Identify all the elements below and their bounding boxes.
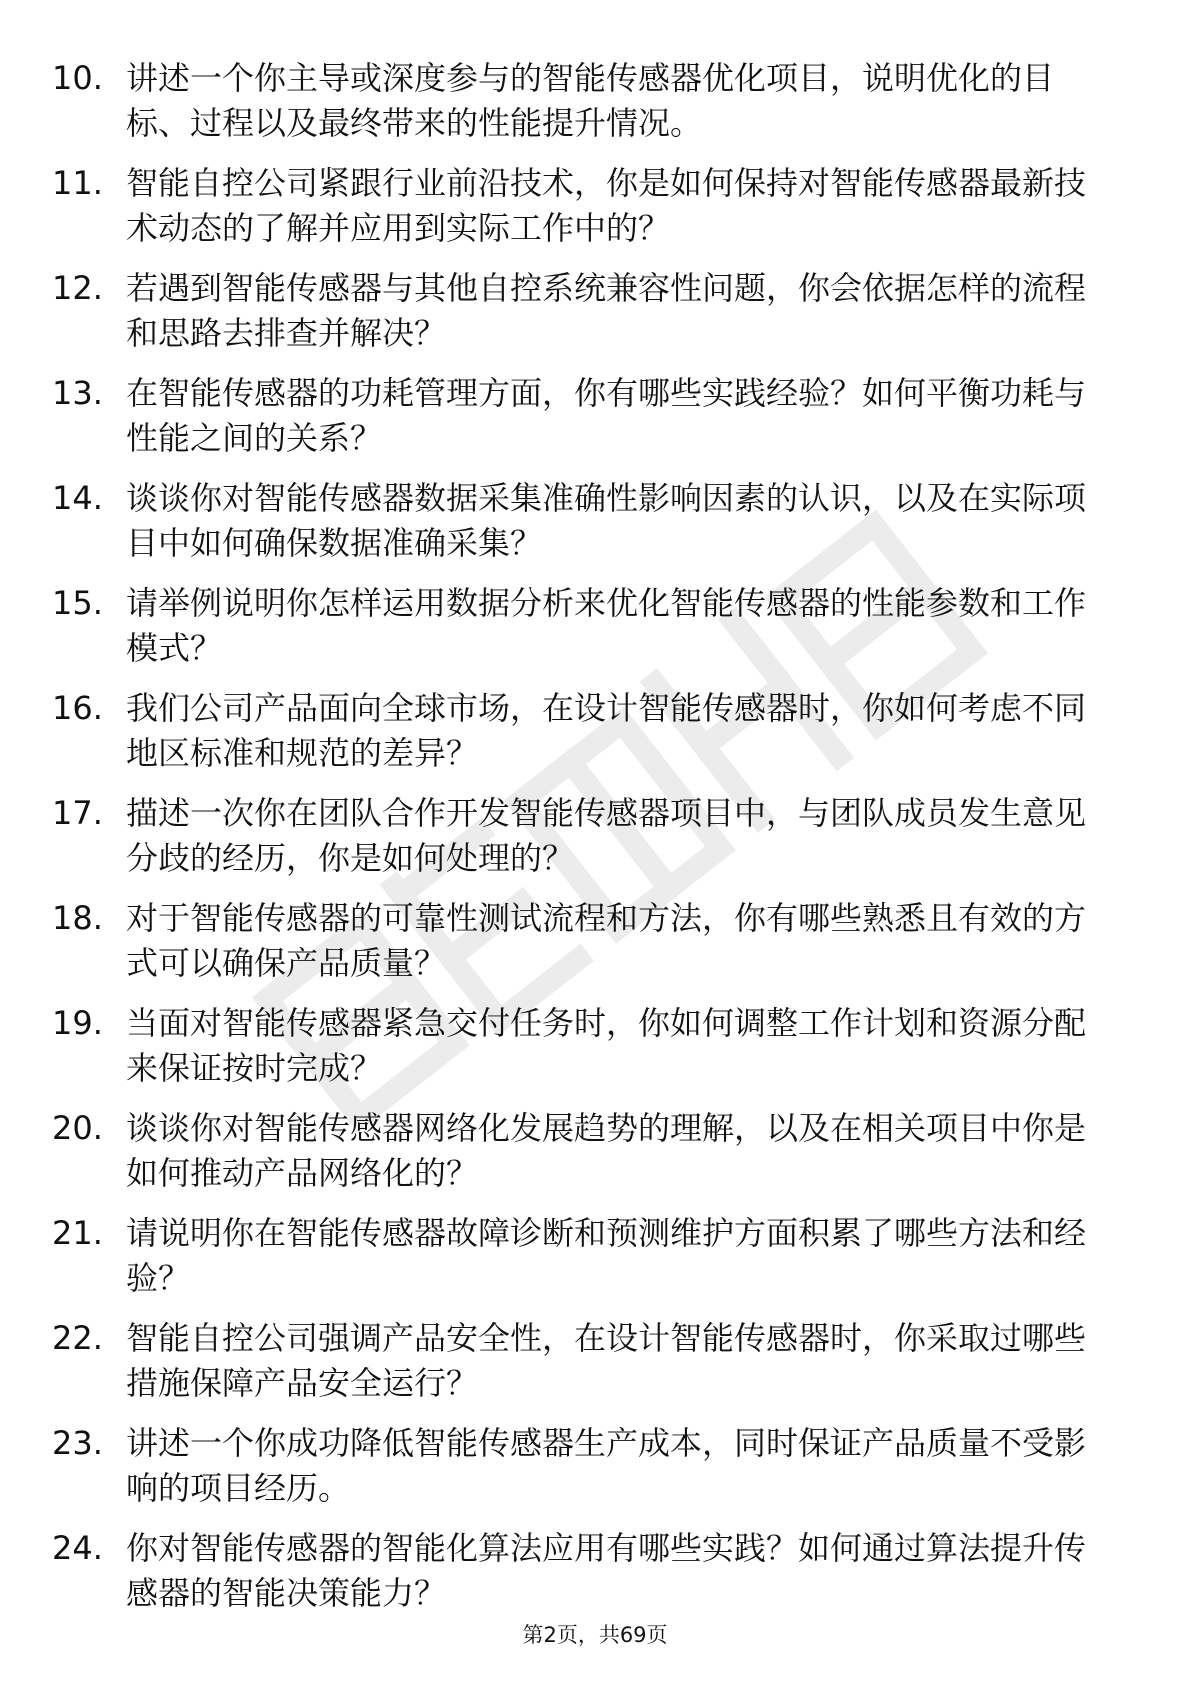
question-number: 24.: [52, 1529, 103, 1567]
question-number: 13.: [52, 374, 103, 412]
question-number: 20.: [52, 1109, 103, 1147]
page-footer: [0, 1620, 1190, 1650]
question-text: 谈谈你对智能传感器数据采集准确性影响因素的认识，以及在实际项目中如何确保数据准确采集？: [126, 479, 1087, 562]
question-number: 15.: [52, 584, 103, 622]
list-item: [0, 470, 1190, 575]
list-item: [0, 575, 1190, 680]
question-text: 描述一次你在团队合作开发智能传感器项目中，与团队成员发生意见分歧的经历，你是如何处理的？: [126, 794, 1087, 877]
question-text: 谈谈你对智能传感器网络化发展趋势的理解，以及在相关项目中你是如何推动产品网络化的？: [126, 1109, 1087, 1192]
question-text: 当面对智能传感器紧急交付任务时，你如何调整工作计划和资源分配来保证按时完成？: [126, 1004, 1087, 1087]
list-item: [0, 1415, 1190, 1520]
question-text: 讲述一个你成功降低智能传感器生产成本，同时保证产品质量不受影响的项目经历。: [126, 1424, 1087, 1507]
question-text: 智能自控公司强调产品安全性，在设计智能传感器时，你采取过哪些措施保障产品安全运行？: [126, 1319, 1087, 1402]
question-number: 22.: [52, 1319, 103, 1357]
list-item: [0, 365, 1190, 470]
question-number: 17.: [52, 794, 103, 832]
question-number: 19.: [52, 1004, 103, 1042]
question-number: 23.: [52, 1424, 103, 1462]
question-number: 11.: [52, 164, 103, 202]
list-item: [0, 260, 1190, 365]
list-item: [0, 680, 1190, 785]
list-item: [0, 890, 1190, 995]
question-text: 若遇到智能传感器与其他自控系统兼容性问题，你会依据怎样的流程和思路去排查并解决？: [126, 269, 1087, 352]
question-number: 14.: [52, 479, 103, 517]
page-number-label: 第2页，共69页: [522, 1623, 668, 1647]
list-item: [0, 1310, 1190, 1415]
question-text: 智能自控公司紧跟行业前沿技术，你是如何保持对智能传感器最新技术动态的了解并应用到实际工作中的？: [126, 164, 1087, 247]
question-text: 请举例说明你怎样运用数据分析来优化智能传感器的性能参数和工作模式？: [126, 584, 1087, 667]
question-number: 10.: [52, 59, 103, 97]
list-item: [0, 995, 1190, 1100]
question-text: 对于智能传感器的可靠性测试流程和方法，你有哪些熟悉且有效的方式可以确保产品质量？: [126, 899, 1087, 982]
list-item: [0, 50, 1190, 155]
question-number: 16.: [52, 689, 103, 727]
question-text: 你对智能传感器的智能化算法应用有哪些实践？如何通过算法提升传感器的智能决策能力？: [126, 1529, 1087, 1612]
question-number: 18.: [52, 899, 103, 937]
question-text: 在智能传感器的功耗管理方面，你有哪些实践经验？如何平衡功耗与性能之间的关系？: [126, 374, 1087, 457]
list-item: [0, 1100, 1190, 1205]
question-number: 12.: [52, 269, 103, 307]
list-item: [0, 1205, 1190, 1310]
question-text: 我们公司产品面向全球市场，在设计智能传感器时，你如何考虑不同地区标准和规范的差异？: [126, 689, 1087, 772]
list-item: [0, 155, 1190, 260]
question-number: 21.: [52, 1214, 103, 1252]
question-list: [0, 50, 1190, 1625]
question-text: 请说明你在智能传感器故障诊断和预测维护方面积累了哪些方法和经验？: [126, 1214, 1087, 1297]
list-item: [0, 1520, 1190, 1625]
question-text: 讲述一个你主导或深度参与的智能传感器优化项目，说明优化的目标、过程以及最终带来的性能提升情况。: [126, 59, 1055, 142]
list-item: [0, 785, 1190, 890]
